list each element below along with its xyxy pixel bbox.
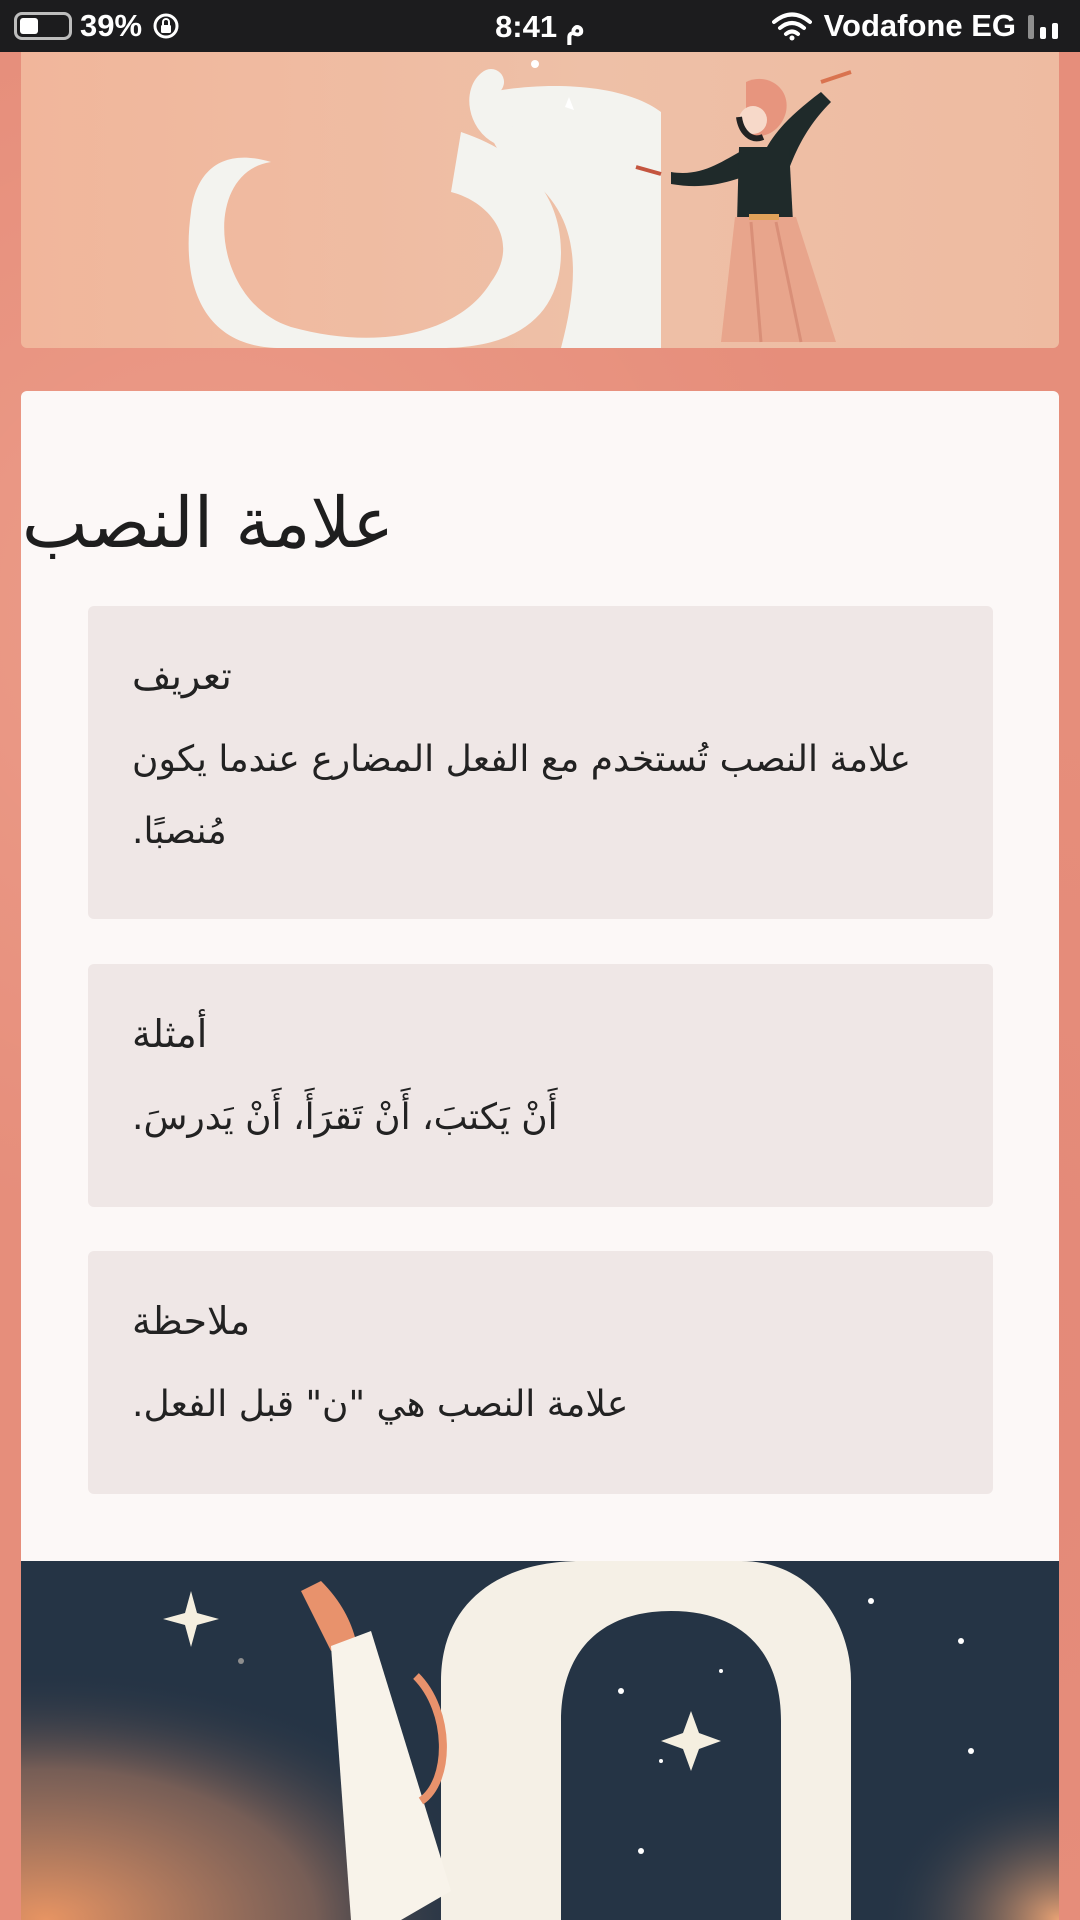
lesson-title (21, 481, 969, 565)
section-heading: أمثلة (132, 1012, 208, 1056)
section-body: أَنْ يَكتبَ، أَنْ تَقرَأَ، أَنْ يَدرسَ. (132, 1097, 558, 1138)
status-time: 8:41 م (495, 9, 585, 44)
lesson-card (21, 391, 1059, 1561)
status-bar (0, 0, 1080, 52)
network-indicators (772, 9, 1066, 43)
top-illustration (21, 52, 1059, 348)
note-section (88, 1251, 993, 1494)
signal-icon (1026, 13, 1066, 39)
definition-section (88, 606, 993, 919)
wifi-icon (772, 11, 812, 41)
lesson-title-text: علامة النصب (21, 482, 394, 564)
examples-section (88, 964, 993, 1207)
section-heading: ملاحظة (132, 1299, 251, 1343)
battery-percent: 39% (80, 8, 143, 43)
carrier-name: Vodafone EG (823, 8, 1016, 43)
bottom-illustration (21, 1561, 1059, 1920)
section-body: علامة النصب هي "ن" قبل الفعل. (132, 1384, 629, 1425)
section-body: علامة النصب تُستخدم مع الفعل المضارع عندما يكون مُنصبًا. (132, 739, 911, 852)
section-heading: تعريف (132, 654, 232, 698)
